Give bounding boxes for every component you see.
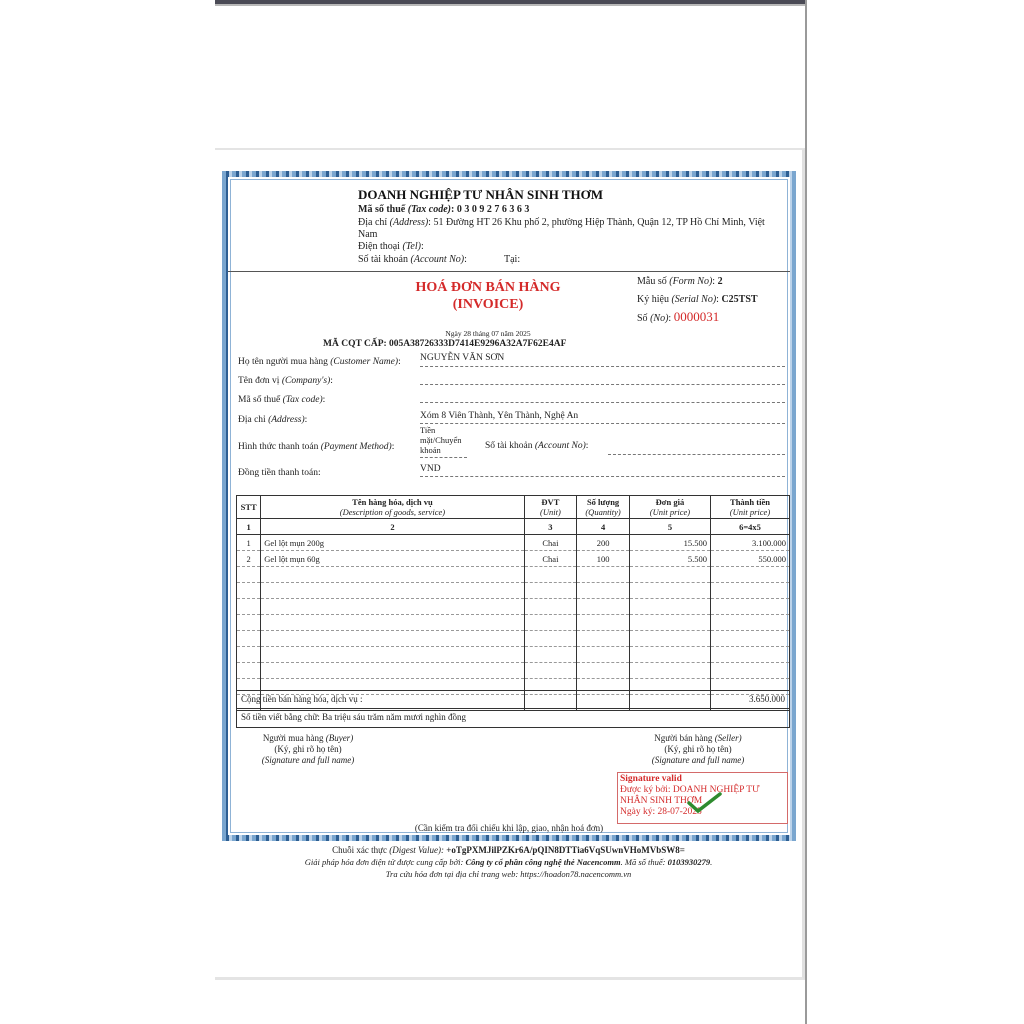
col-header-description: Tên hàng hóa, dịch vụ (Description of goods, service) <box>261 496 524 519</box>
form-no-label-en: (Form No) <box>669 276 713 287</box>
seller-account-label: Số tài khoản <box>358 254 408 265</box>
payment-method: Tiền mặt/Chuyển khoản <box>420 425 462 455</box>
buyer-account-label: Số tài khoản (Account No): <box>485 441 589 451</box>
customer-name: NGUYỄN VĂN SƠN <box>420 353 505 363</box>
table-row: 2 Gel lột mụn 60g Chai 100 5.500 550.000 <box>237 551 790 567</box>
seller-account-label-en: (Account No) <box>410 254 465 265</box>
seller-name: DOANH NGHIỆP TƯ NHÂN SINH THƠM <box>358 187 603 202</box>
company-label: Tên đơn vị (Company's): <box>238 376 333 386</box>
seller-tel-row: Điện thoại (Tel): <box>358 241 424 252</box>
total-value: 3.650.000 <box>749 694 785 704</box>
seller-tel-label: Điện thoại <box>358 241 400 252</box>
serial-label-en: (Serial No) <box>671 294 717 305</box>
serial-no: C25TST <box>721 294 758 305</box>
cqt-code: MÃ CQT CẤP: 005A38726333D7414E9296A32A7F62E4AF <box>323 339 567 349</box>
serial-label: Ký hiệu <box>637 294 669 305</box>
empty-row <box>237 599 790 615</box>
signed-date: Ngày ký: 28-07-2025 <box>620 807 702 817</box>
buyer-tax-label: Mã số thuế (Tax code): <box>238 395 326 405</box>
column-number-row: 1 2 3 4 5 6=4x5 <box>237 519 790 535</box>
empty-row <box>237 663 790 679</box>
invoice-number: 0000031 <box>673 309 720 324</box>
table-header-row <box>237 496 790 519</box>
items-table <box>236 495 790 711</box>
company-line <box>420 384 785 385</box>
seller-signature-block: Người bán hàng (Seller) (Ký, ghi rõ họ tên) (Signature and full name) <box>651 733 745 765</box>
decorative-border <box>222 171 796 841</box>
document-viewer <box>215 0 807 1024</box>
invoice-title-vi: HOÁ ĐƠN BÁN HÀNG <box>415 280 561 295</box>
col-header-amount: Thành tiền (Unit price) <box>710 496 789 519</box>
customer-name-label: Họ tên người mua hàng (Customer Name): <box>238 357 401 367</box>
seller-address-row: Địa chỉ (Address): 51 Đường HT 26 Khu phố 2, phường Hiệp Thành, Quận 12, TP Hồ Chí Minh, Việt <box>358 217 765 228</box>
form-no-label: Mẫu số <box>637 276 667 287</box>
buyer-tax-line <box>420 402 785 403</box>
currency-line <box>420 476 785 477</box>
total-label: Cộng tiền bán hàng hóa, dịch vụ : <box>241 694 363 704</box>
buyer-signature-block: Người mua hàng (Buyer) (Ký, ghi rõ họ tên) (Signature and full name) <box>261 733 355 765</box>
buyer-account-line <box>608 454 785 455</box>
buyer-address-label: Địa chỉ (Address): <box>238 415 308 425</box>
signature-valid-label: Signature valid <box>620 774 682 784</box>
amount-in-words: Số tiền viết bằng chữ: Ba triệu sáu trăm năm mươi nghìn đồng <box>236 709 790 728</box>
currency-label: Đồng tiền thanh toán: <box>238 468 321 478</box>
col-header-unit: ĐVT (Unit) <box>524 496 577 519</box>
invoice-title <box>398 279 578 313</box>
invoice-date: Ngày 28 tháng 07 năm 2025 <box>445 329 531 338</box>
buyer-address: Xóm 8 Viên Thành, Yên Thành, Nghệ An <box>420 411 579 421</box>
invoice-no-label: Số <box>637 313 648 324</box>
seller-address-label-en: (Address) <box>389 217 429 228</box>
header-divider <box>228 271 790 272</box>
digital-signature-box[interactable] <box>617 772 788 824</box>
currency: VND <box>420 464 441 474</box>
seller-bank-at: Tại: <box>504 254 521 265</box>
col-header-stt: STT <box>237 496 261 519</box>
toolbar-shadow <box>215 4 807 6</box>
viewer-scrollbar[interactable] <box>805 0 807 1024</box>
buyer-address-line <box>420 423 785 424</box>
digest-value: +oTgPXMJilPZKr6A/pQIN8DTTia6VqSUwnVHoMVbSW8= <box>446 845 685 855</box>
check-note: (Cần kiểm tra đối chiếu khi lập, giao, nhận hoá đơn) <box>414 823 604 833</box>
empty-row <box>237 567 790 583</box>
seller-tax-label-en: (Tax code) <box>407 204 451 215</box>
invoice-title-en: (INVOICE) <box>452 297 524 312</box>
col-header-quantity: Số lượng (Quantity) <box>577 496 630 519</box>
empty-row <box>237 615 790 631</box>
payment-method-line <box>420 457 467 458</box>
seller-address: 51 Đường HT 26 Khu phố 2, phường Hiệp Thành, Quận 12, TP Hồ Chí Minh, Việt <box>433 217 765 228</box>
invoice-no-row: Số (No): 0000031 <box>637 309 720 324</box>
form-no: 2 <box>717 276 723 287</box>
seller-tel-label-en: (Tel) <box>402 241 421 252</box>
seller-address-label: Địa chỉ <box>358 217 388 228</box>
form-no-row: Mẫu số (Form No): 2 <box>637 276 723 287</box>
seller-address-cont: Nam <box>358 229 378 240</box>
empty-row <box>237 583 790 599</box>
table-row: 1 Gel lột mụn 200g Chai 200 15.500 3.100.000 <box>237 535 790 551</box>
signed-by: Được ký bởi: DOANH NGHIỆP TƯ NHÂN SINH THƠM <box>620 785 760 806</box>
col-header-unit-price: Đơn giá (Unit price) <box>629 496 710 519</box>
invoice-no-label-en: (No) <box>650 313 669 324</box>
checkmark-icon <box>686 791 722 813</box>
provider-row: Giải pháp hóa đơn điện tử được cung cấp bởi: Công ty cổ phần công nghệ thẻ Nacencomm. Mã số thuế: 0103930279. <box>304 857 713 867</box>
total-row <box>236 690 790 709</box>
seller-account-row: Số tài khoản (Account No): <box>358 254 467 265</box>
payment-method-label: Hình thức thanh toán (Payment Method): <box>238 442 395 452</box>
digest-row: Chuỗi xác thực (Digest Value): +oTgPXMJilPZKr6A/pQIN8DTTia6VqSUwnVHoMVbSW8= <box>332 845 685 855</box>
invoice-page <box>215 148 805 980</box>
customer-name-line <box>420 366 785 367</box>
empty-row <box>237 631 790 647</box>
seller-tax-row: Mã số thuế (Tax code): 0 3 0 9 2 7 6 3 6 3 <box>358 204 530 215</box>
lookup-link[interactable]: Tra cứu hóa đơn tại địa chỉ trang web: https://hoadon78.nacencomm.vn <box>385 869 632 879</box>
empty-row <box>237 647 790 663</box>
seller-tax-code: 0 3 0 9 2 7 6 3 6 3 <box>456 204 530 215</box>
serial-row: Ký hiệu (Serial No): C25TST <box>637 294 758 305</box>
seller-tax-label: Mã số thuế <box>358 204 406 215</box>
